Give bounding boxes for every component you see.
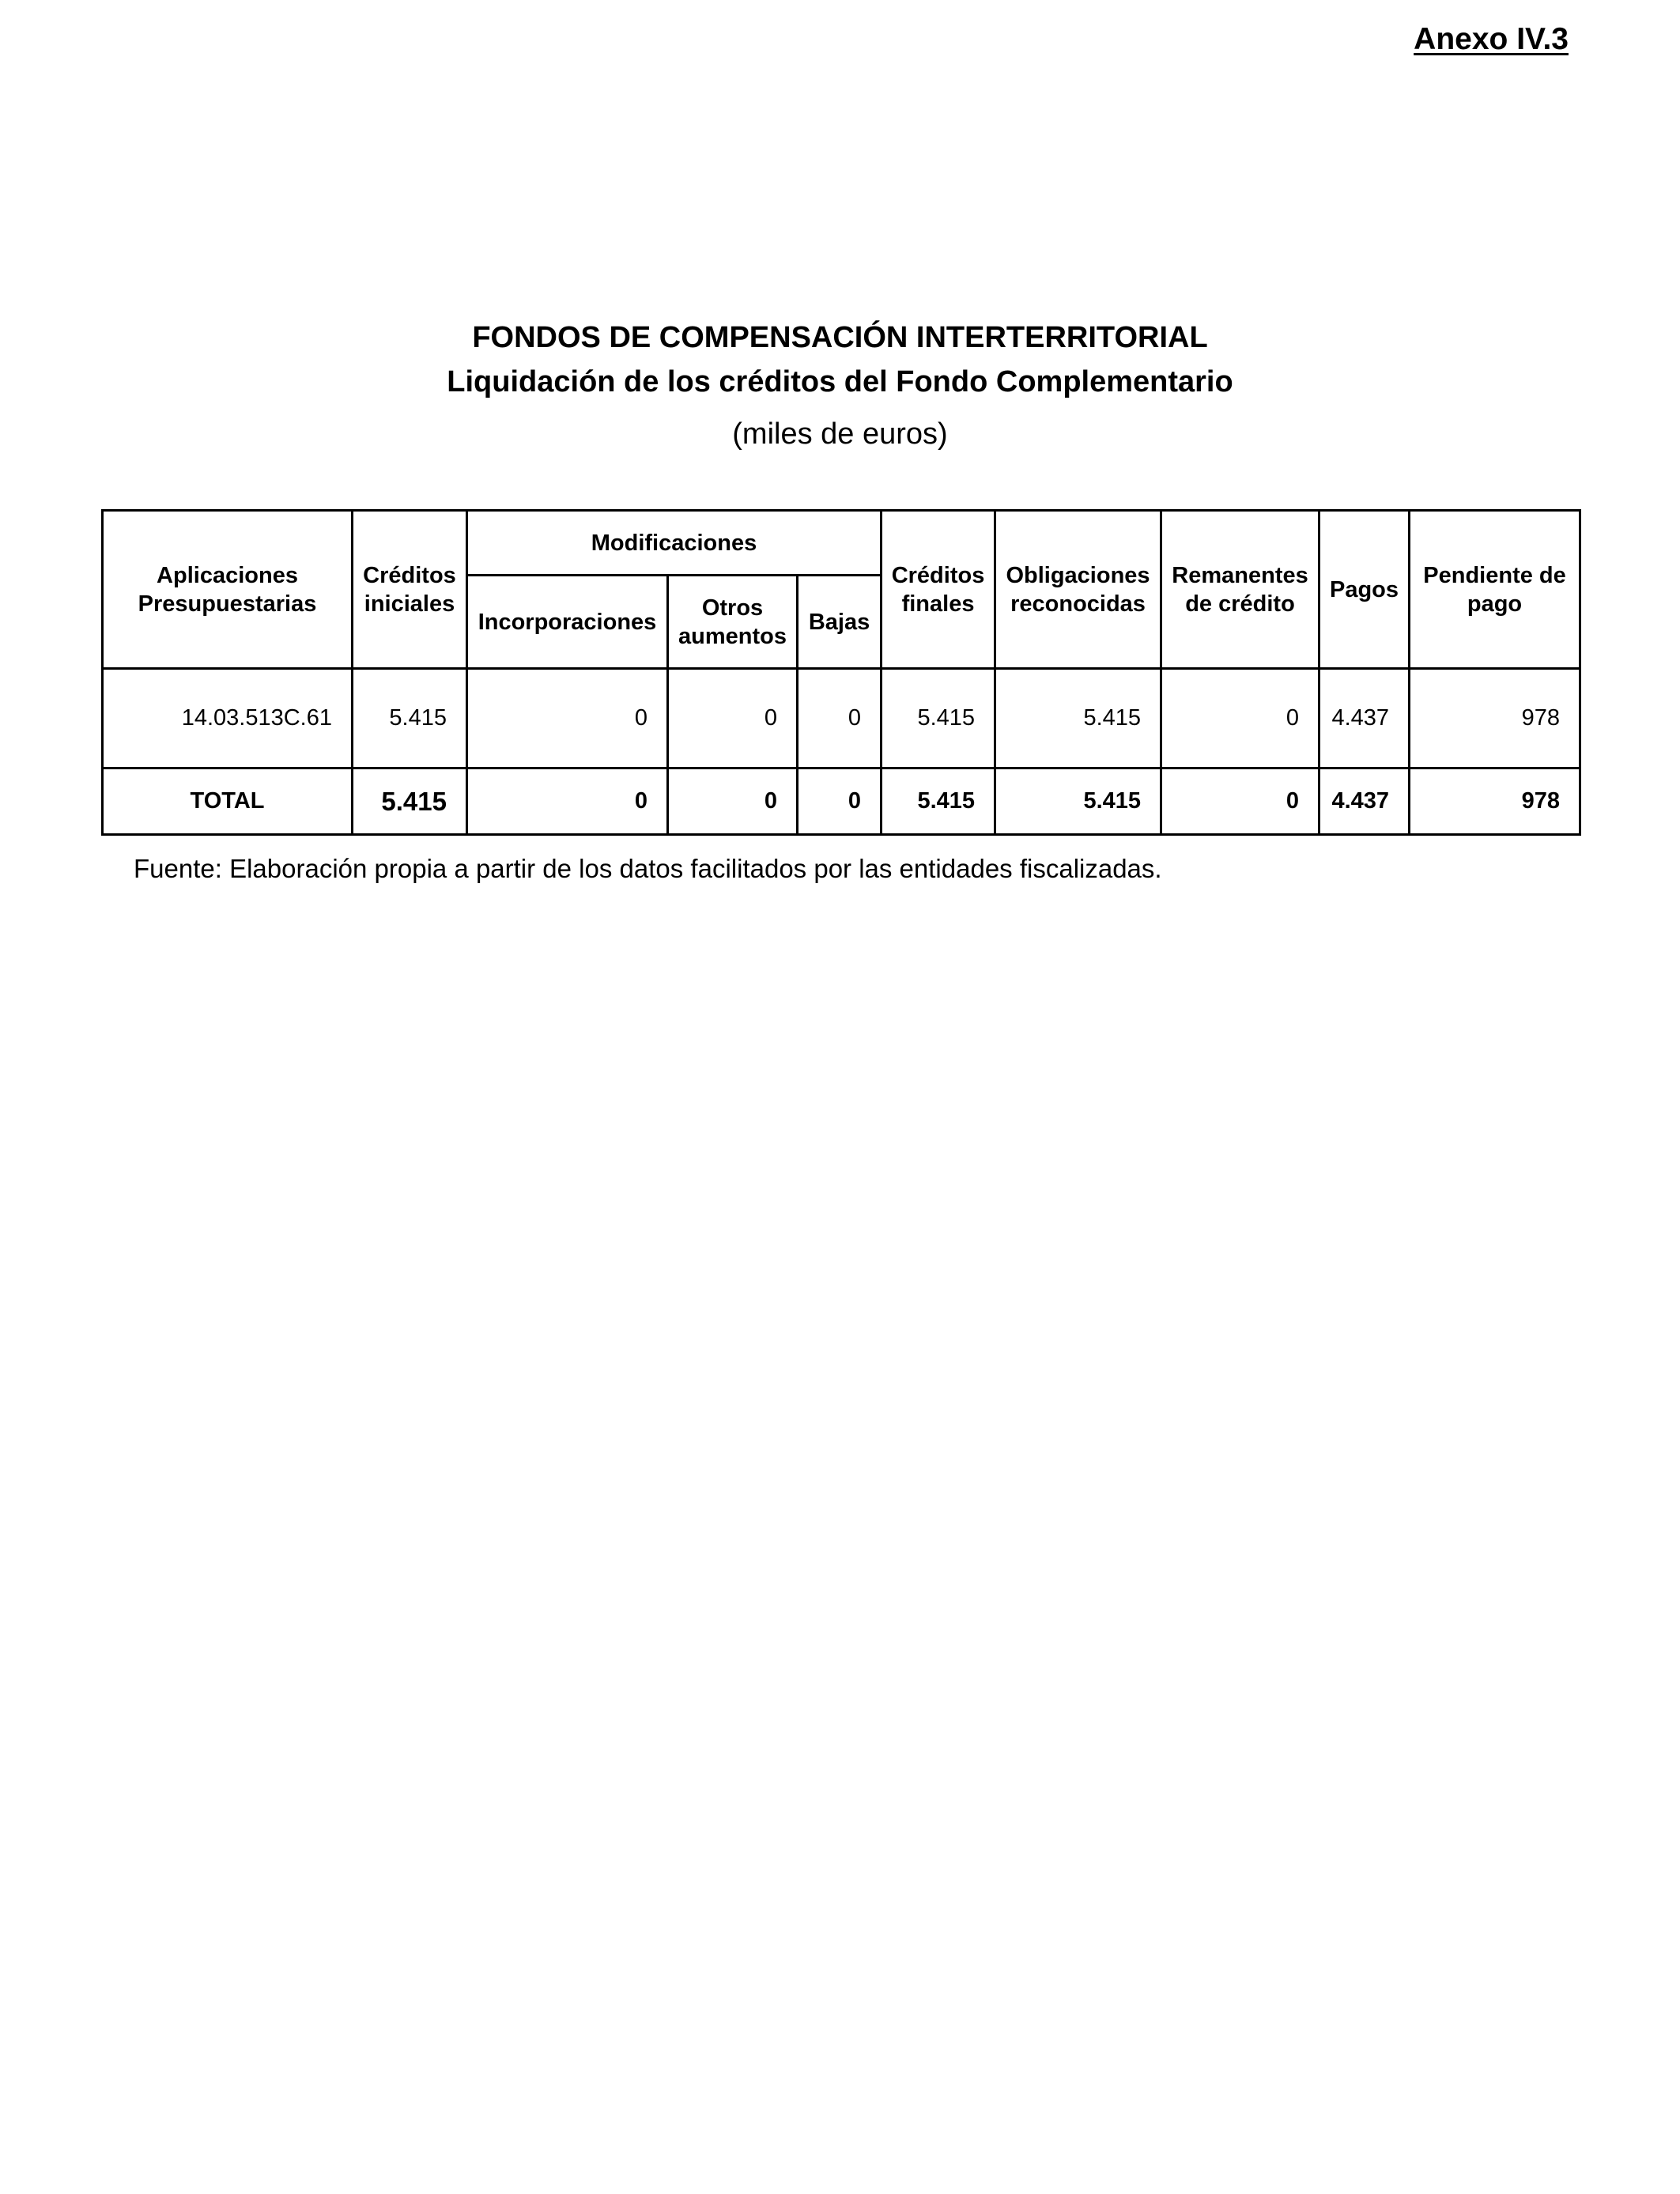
- annex-label: Anexo IV.3: [1414, 22, 1569, 56]
- header-aplicaciones-line2: Presupuestarias: [138, 591, 317, 617]
- header-otros-aumentos-line1: Otros: [701, 595, 764, 621]
- total-creditos-iniciales: 5.415: [353, 768, 467, 835]
- header-creditos-iniciales-line2: iniciales: [364, 591, 455, 617]
- cell-creditos-iniciales: 5.415: [353, 669, 467, 768]
- total-pagos: 4.437: [1319, 768, 1410, 835]
- total-incorporaciones: 0: [467, 768, 668, 835]
- total-bajas: 0: [798, 768, 882, 835]
- header-otros-aumentos-line2: aumentos: [678, 623, 787, 649]
- header-creditos-finales-line2: finales: [901, 591, 975, 617]
- cell-obligaciones-reconocidas: 5.415: [995, 669, 1161, 768]
- header-creditos-iniciales-line1: Créditos: [363, 562, 456, 588]
- header-creditos-finales-line1: Créditos: [891, 562, 985, 588]
- cell-otros-aumentos: 0: [668, 669, 798, 768]
- header-obligaciones: [995, 511, 1161, 669]
- document-subtitle: Liquidación de los créditos del Fondo Complementario: [447, 365, 1233, 398]
- header-modificaciones: Modificaciones: [467, 511, 882, 576]
- header-aplicaciones-line1: Aplicaciones: [157, 562, 298, 588]
- header-pendiente-line1: Pendiente de: [1423, 562, 1566, 588]
- cell-pendiente-pago: 978: [1410, 669, 1580, 768]
- header-incorporaciones: Incorporaciones: [467, 576, 668, 669]
- cell-pagos: 4.437: [1319, 669, 1410, 768]
- header-creditos-iniciales: [353, 511, 467, 669]
- header-obligaciones-line2: reconocidas: [1010, 591, 1146, 617]
- header-otros-aumentos: [668, 576, 798, 669]
- document-title: FONDOS DE COMPENSACIÓN INTERTERRITORIAL: [472, 321, 1208, 354]
- header-remanentes-line1: Remanentes: [1172, 562, 1308, 588]
- total-otros-aumentos: 0: [668, 768, 798, 835]
- header-remanentes-line2: de crédito: [1185, 591, 1295, 617]
- total-row: [103, 768, 1580, 835]
- liquidation-table: [101, 509, 1581, 836]
- cell-creditos-finales: 5.415: [882, 669, 995, 768]
- cell-bajas: 0: [798, 669, 882, 768]
- header-bajas: Bajas: [798, 576, 882, 669]
- header-obligaciones-line1: Obligaciones: [1006, 562, 1150, 588]
- header-creditos-finales: [882, 511, 995, 669]
- units-note: (miles de euros): [732, 417, 948, 451]
- header-pendiente-line2: pago: [1467, 591, 1523, 617]
- total-remanentes: 0: [1161, 768, 1319, 835]
- cell-aplicacion: 14.03.513C.61: [103, 669, 353, 768]
- total-pendiente-pago: 978: [1410, 768, 1580, 835]
- header-aplicaciones: [103, 511, 353, 669]
- total-creditos-finales: 5.415: [882, 768, 995, 835]
- title-block: [0, 323, 1680, 449]
- cell-incorporaciones: 0: [467, 669, 668, 768]
- total-label: TOTAL: [103, 768, 353, 835]
- header-pagos: Pagos: [1319, 511, 1410, 669]
- header-remanentes: [1161, 511, 1319, 669]
- table-row: [103, 669, 1580, 768]
- header-pendiente: [1410, 511, 1580, 669]
- source-note: Fuente: Elaboración propia a partir de los datos facilitados por las entidades fiscalizadas.: [134, 854, 1162, 883]
- total-obligaciones-reconocidas: 5.415: [995, 768, 1161, 835]
- cell-remanentes: 0: [1161, 669, 1319, 768]
